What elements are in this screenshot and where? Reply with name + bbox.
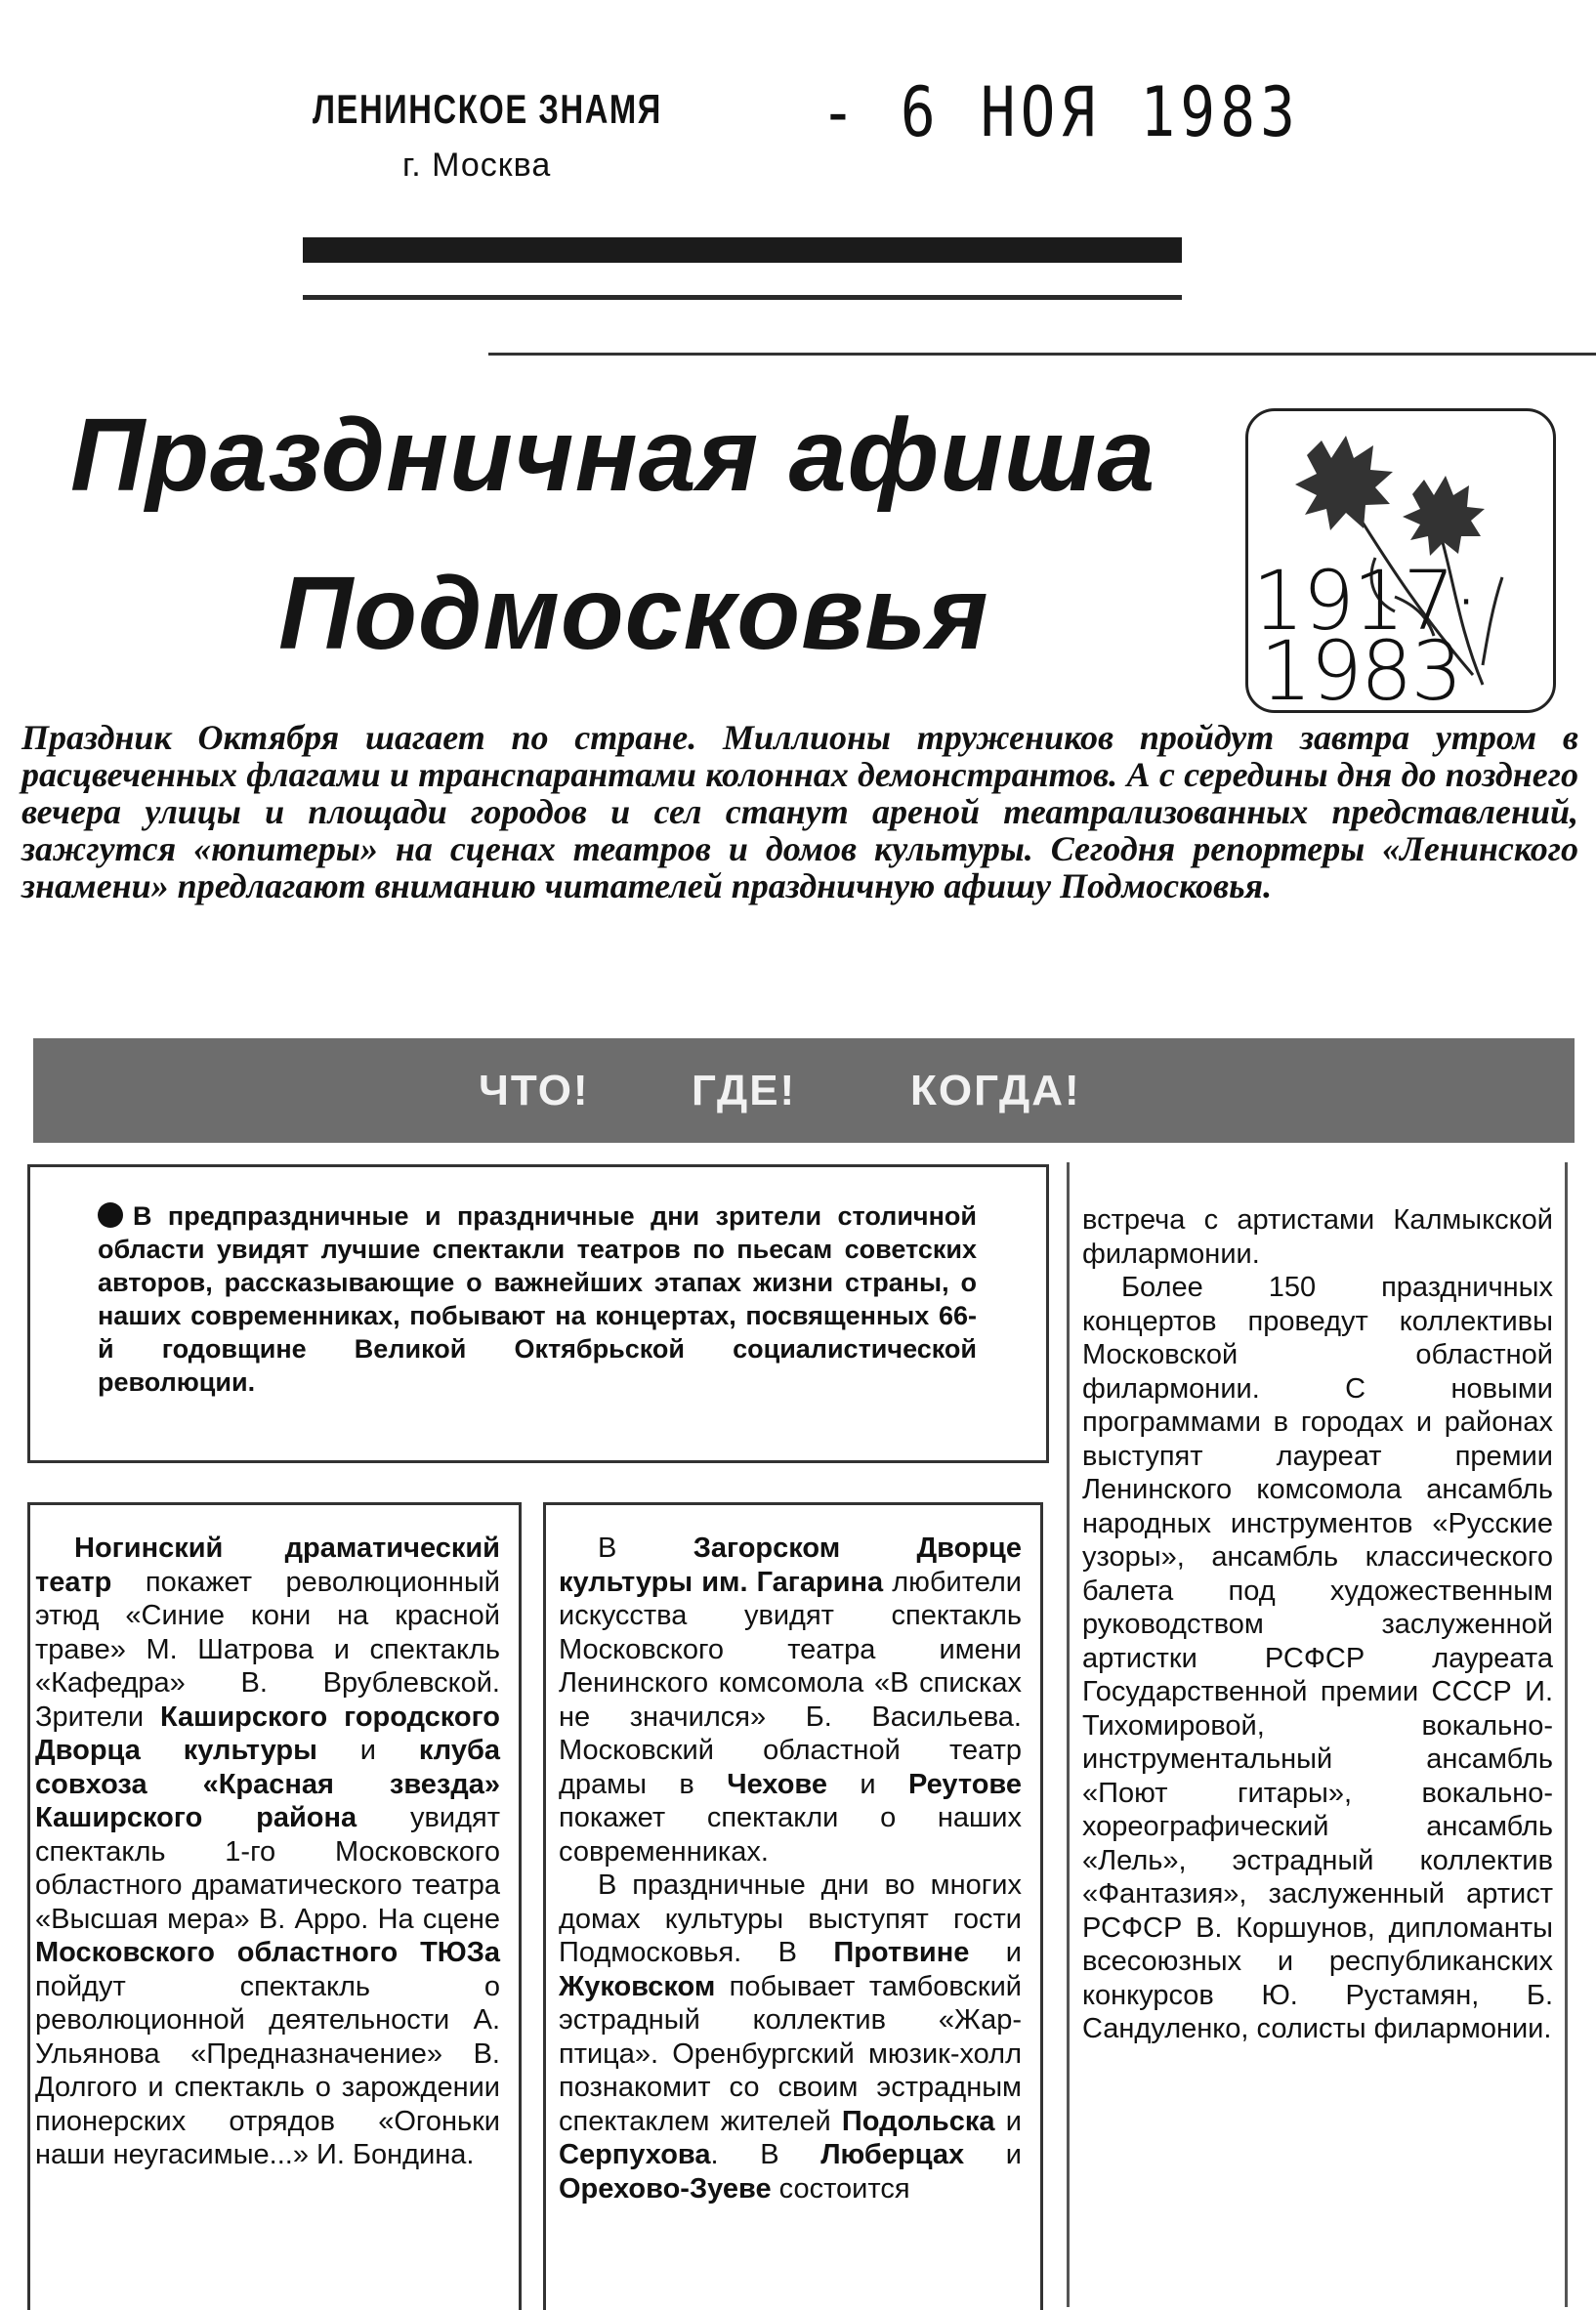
rule-thin [303,295,1182,300]
emblem-year-end: 1983 [1260,623,1461,719]
venue-name: Чехове [727,1768,828,1800]
column-3 [1082,1203,1553,2046]
venue-name: Жуковском [559,1970,716,2002]
headline-line-2: Подмосковья [278,556,989,671]
body-text: . В [710,2139,821,2170]
column-2-paragraph-1 [559,1532,1022,1869]
lead-text: В предпраздничные и праздничные дни зрители столичной области увидят лучшие спектакли театров по пьесам советских авторов, рассказывающие о важнейших этапах жизни страны, о наших современниках, побывают на концертах, посвященных 66-й годовщине Великой Октябрьской социалистической революции. [98,1201,977,1397]
body-text: любители искусства увидят спектакль Московского театра имени Ленинского комсомола «В списках не значился» Б. Васильева. Московский областной театр драмы в [559,1566,1022,1800]
venue-name: Московского областного ТЮЗа [35,1937,500,1968]
rule-long [488,353,1596,356]
venue-name: Ногинский драматический театр [35,1533,500,1598]
body-text: и [827,1768,909,1800]
venue-name: Подольска [841,2105,995,2137]
banner-word-when: КОГДА! [910,1067,1081,1114]
venue-name: Орехово-Зуеве [559,2172,772,2205]
venue-name: Каширского городского Дворца культуры [35,1701,500,1766]
newspaper-name: ЛЕНИНСКОЕ ЗНАМЯ [313,86,662,132]
newspaper-city: г. Москва [402,147,552,184]
column-3-paragraph-1: встреча с артистами Калмыкской филармонии. [1082,1204,1553,1270]
body-text: пойдут спектакль о революционной деятельности А. Ульянова «Предназначение» В. Долгого и спектакль о зарождении пионерских отрядов «Огоньки наши неугасимые...» И. Бондина. [35,1970,500,2170]
column-2-paragraph-2 [559,1869,1022,2205]
body-text: и [316,1735,419,1766]
headline-line-1: Праздничная афиша [70,398,1156,513]
rule-thick [303,237,1182,263]
body-text: покажет революционный этюд «Синие кони на красной траве» М. Шатрова и спектакль «Кафедра» В. Врублевской. Зрители [35,1566,500,1733]
column-2 [559,1532,1022,2205]
column-rule-right [1565,1162,1568,2307]
body-text: покажет спектакли о наших современниках. [559,1802,1022,1868]
bullet-icon [98,1202,123,1228]
body-text: и [969,1937,1022,1968]
body-text: состоится [771,2172,910,2205]
section-banner [33,1038,1575,1143]
body-text: В [598,1533,693,1564]
body-text: и [994,2105,1022,2137]
body-text: побывает тамбовский эстрадный коллектив «Жар-птица». Оренбургский мюзик-холл познакомит со своим эстрадным спектаклем жителей [559,1970,1022,2137]
column-1-paragraph [35,1532,500,2172]
emblem-year-start: 1917· [1252,553,1478,649]
column-rule-left [1067,1162,1070,2307]
venue-name: Реутове [908,1768,1022,1800]
banner-word-where: ГДЕ! [692,1067,797,1114]
venue-name: Загорском Дворце культуры им. Гагарина [559,1533,1023,1598]
venue-name: Люберцах [820,2139,965,2170]
venue-name: клуба совхоза «Красная звезда» Каширского района [35,1735,500,1833]
body-text: и [964,2139,1022,2170]
venue-name: Протвине [833,1937,970,1968]
body-text: увидят спектакль 1-го Московского областного драматического театра «Высшая мера» В. Арро. На сцене [35,1802,500,1935]
body-text: В праздничные дни во многих домах культуры выступят гости Подмосковья. В [559,1869,1022,1968]
intro-paragraph: Праздник Октября шагает по стране. Миллионы тружеников пройдут завтра утром в расцвеченных флагами и транспарантами колоннах демонстрантов. А с середины дня до позднего вечера улицы и площади городов и сел станут ареной театрализованных представлений, зажгутся «юпитеры» на сценах театров и домов культуры. Сегодня репортеры «Ленинского знамени» предлагают вниманию читателей праздничную афишу Подмосковья. [21,718,1578,905]
column-1 [35,1532,500,2172]
date-stamp: - 6 НОЯ 1983 [820,72,1301,152]
banner-word-what: ЧТО! [479,1067,590,1114]
lead-paragraph [98,1199,977,1399]
column-3-paragraph-2: Более 150 праздничных концертов проведут коллективы Московской областной филармонии. С новыми программами в городах и районах выступят лауреат премии Ленинского комсомола ансамбль народных инструментов «Русские узоры», ансамбль классического балета под художественным руководством заслуженной артистки РСФСР лауреата Государственной премии СССР И. Тихомировой, вокально-инструментальный ансамбль «Поют гитары», вокально-хореографический ансамбль «Лель», эстрадный коллектив «Фантазия», заслуженный артист РСФСР В. Коршунов, дипломанты всесоюзных и республиканских конкурсов Ю. Рустамян, Б. Сандуленко, солисты филармонии. [1082,1272,1553,2044]
venue-name: Серпухова [559,2139,711,2170]
